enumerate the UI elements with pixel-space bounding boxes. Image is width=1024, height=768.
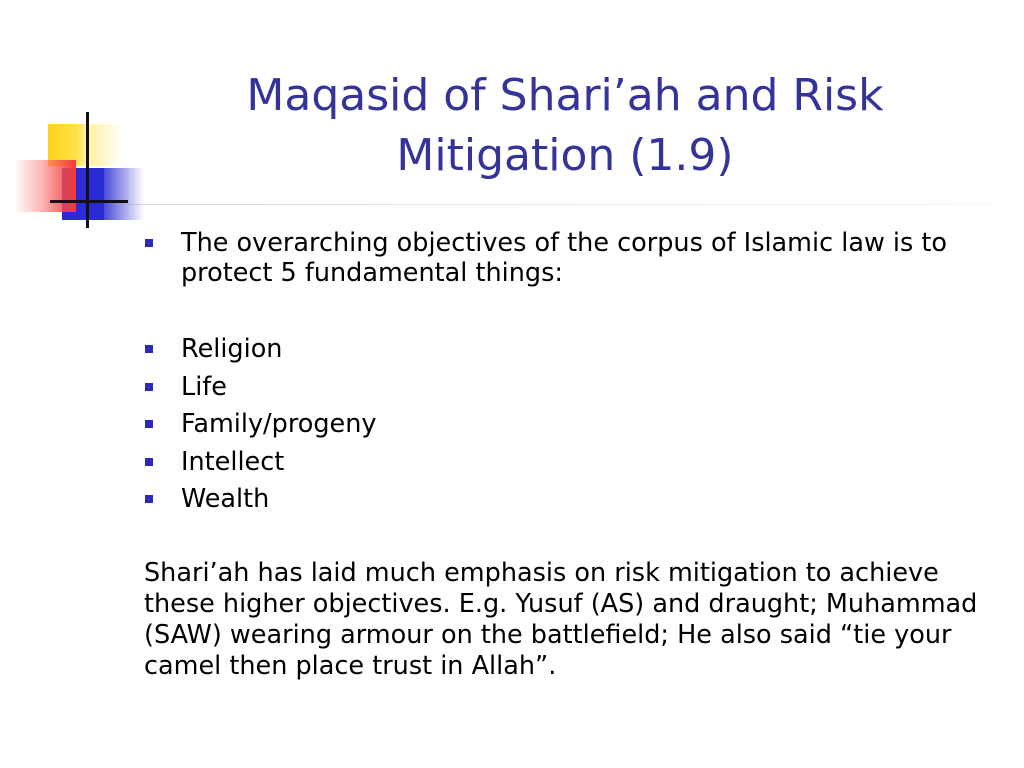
list-item xyxy=(144,409,1004,447)
intro-bullet xyxy=(144,228,1004,288)
list-item xyxy=(144,484,1004,522)
objective-intellect: Intellect xyxy=(181,446,285,477)
objective-wealth: Wealth xyxy=(181,484,270,514)
slide-title-line-1: Maqasid of Shari’ah and Risk xyxy=(246,70,884,121)
decoration-yellow-fade xyxy=(90,124,122,166)
square-bullet-icon xyxy=(145,458,153,466)
square-bullet-icon xyxy=(145,420,153,428)
title-divider xyxy=(112,204,992,205)
closing-paragraph: Shari’ah has laid much emphasis on risk mitigation to achieve these higher objectives. E.g. Yusuf (AS) and draught; Muhammad (SAW) wearing armour on the battlefield; He also said “tie your camel then place trust in Allah”. xyxy=(144,558,978,681)
intro-bullet-list xyxy=(144,228,1004,288)
list-item xyxy=(144,447,1004,485)
objective-family: Family/progeny xyxy=(181,409,377,439)
slide-title xyxy=(150,66,980,186)
decoration-red-bar xyxy=(14,160,76,212)
decoration-blue-fade xyxy=(104,168,144,220)
decoration-vertical-line xyxy=(86,112,89,228)
objectives-list xyxy=(144,334,1004,522)
square-bullet-icon xyxy=(145,495,153,503)
square-bullet-icon xyxy=(145,345,153,353)
intro-bullet-text: The overarching objectives of the corpus of Islamic law is to protect 5 fundamental things: xyxy=(181,228,947,288)
square-bullet-icon xyxy=(145,239,153,247)
list-item xyxy=(144,334,1004,372)
decoration-horizontal-line xyxy=(50,200,128,203)
slide-title-line-2: Mitigation (1.9) xyxy=(396,130,734,181)
objective-life: Life xyxy=(181,371,227,402)
objective-religion: Religion xyxy=(181,334,283,364)
square-bullet-icon xyxy=(145,383,153,391)
list-item xyxy=(144,372,1004,410)
